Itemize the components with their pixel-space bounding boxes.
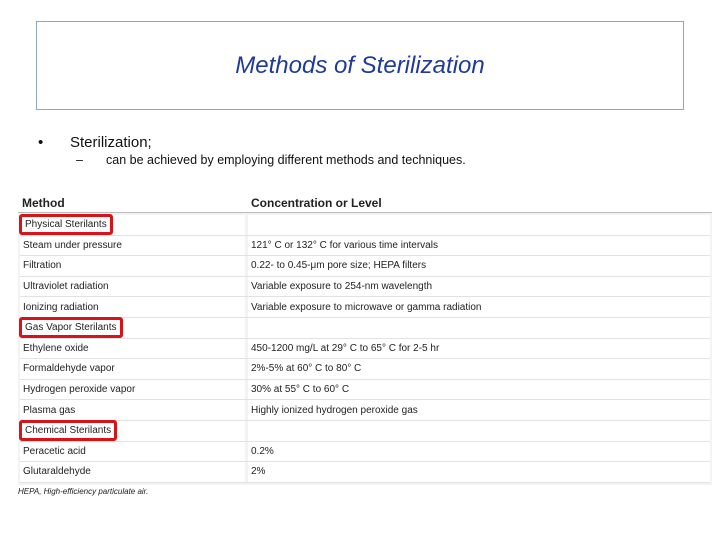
method-cell: Hydrogen peroxide vapor: [20, 380, 248, 400]
category-label-highlighted: Chemical Sterilants: [25, 425, 112, 437]
level-cell: 2%-5% at 60° C to 80° C: [248, 359, 710, 379]
method-cell: Filtration: [20, 256, 248, 276]
level-cell: [248, 215, 710, 235]
bullet-symbol: •: [38, 134, 44, 151]
level-cell: 2%: [248, 462, 710, 482]
title-box: [36, 21, 684, 110]
level-cell: Highly ionized hydrogen peroxide gas: [248, 400, 710, 420]
level-cell: [248, 421, 710, 441]
level-cell: 30% at 55° C to 60° C: [248, 380, 710, 400]
category-label-highlighted: Physical Sterilants: [25, 219, 107, 231]
category-row: [20, 318, 710, 339]
method-cell: [20, 215, 248, 235]
category-row: [20, 215, 710, 236]
table-row: [20, 277, 710, 298]
table-row: [20, 400, 710, 421]
level-cell: 0.22- to 0.45-μm pore size; HEPA filters: [248, 256, 710, 276]
table-footnote: HEPA, High-efficiency particulate air.: [18, 487, 149, 496]
table-row: [20, 339, 710, 360]
method-cell: Steam under pressure: [20, 236, 248, 256]
header-concentration: Concentration or Level: [251, 196, 382, 210]
method-cell: Formaldehyde vapor: [20, 359, 248, 379]
level-cell: 0.2%: [248, 442, 710, 462]
table-row: [20, 442, 710, 463]
level-cell: [248, 318, 710, 338]
method-cell: Peracetic acid: [20, 442, 248, 462]
table-row: [20, 359, 710, 380]
method-cell: Glutaraldehyde: [20, 462, 248, 482]
category-label-highlighted: Gas Vapor Sterilants: [25, 322, 117, 334]
sub-bullet-text: can be achieved by employing different methods and techniques.: [106, 153, 466, 167]
table-row: [20, 297, 710, 318]
table-row: [20, 380, 710, 401]
table-row: [20, 236, 710, 257]
slide-title: Methods of Sterilization: [235, 51, 485, 79]
table-row: [20, 462, 710, 483]
level-cell: Variable exposure to 254-nm wavelength: [248, 277, 710, 297]
method-cell: [20, 421, 248, 441]
table-header: [18, 194, 712, 212]
method-cell: Plasma gas: [20, 400, 248, 420]
method-cell: Ethylene oxide: [20, 339, 248, 359]
table-row: [20, 256, 710, 277]
category-row: [20, 421, 710, 442]
header-method: Method: [22, 196, 65, 210]
bullet-text: Sterilization;: [70, 134, 152, 151]
table-body: [18, 212, 712, 485]
method-cell: Ultraviolet radiation: [20, 277, 248, 297]
method-cell: [20, 318, 248, 338]
level-cell: 121° C or 132° C for various time intervals: [248, 236, 710, 256]
level-cell: 450-1200 mg/L at 29° C to 65° C for 2-5 hr: [248, 339, 710, 359]
sub-bullet-dash: –: [76, 153, 83, 167]
sterilization-table: [18, 194, 712, 485]
level-cell: Variable exposure to microwave or gamma radiation: [248, 297, 710, 317]
method-cell: Ionizing radiation: [20, 297, 248, 317]
